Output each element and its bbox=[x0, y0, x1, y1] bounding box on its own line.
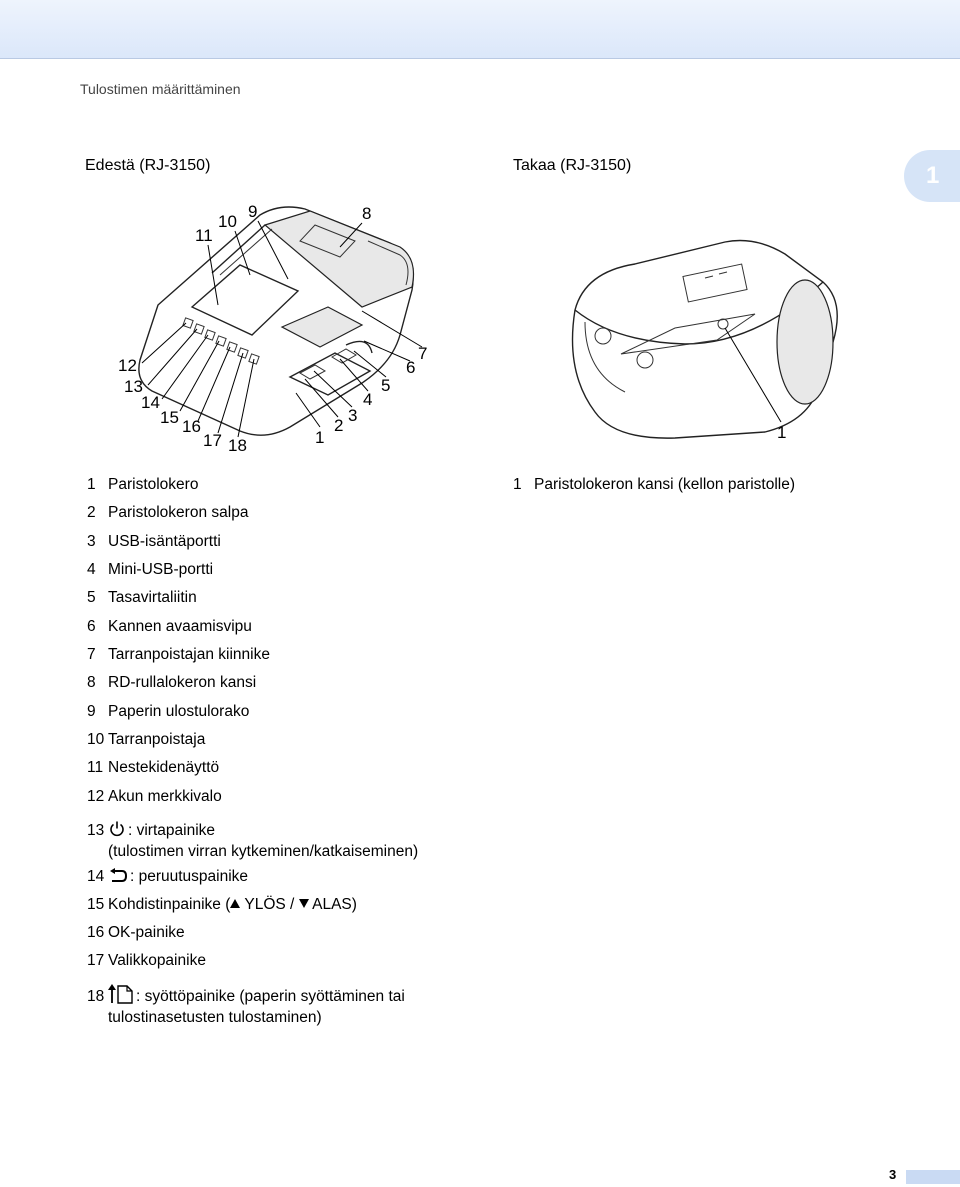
callout-9: 9 bbox=[248, 202, 258, 221]
back-callout-1: 1 bbox=[777, 423, 787, 442]
running-header: Tulostimen määrittäminen bbox=[80, 81, 241, 97]
part-item: 3 USB-isäntäportti bbox=[87, 533, 221, 550]
chapter-tab bbox=[904, 150, 960, 202]
chapter-number: 1 bbox=[926, 162, 940, 189]
callout-11: 11 bbox=[195, 226, 213, 245]
part-item: 2 Paristolokeron salpa bbox=[87, 504, 249, 521]
callout-6: 6 bbox=[406, 358, 416, 377]
down-triangle-icon bbox=[299, 899, 309, 908]
callout-1: 1 bbox=[315, 428, 325, 447]
callout-4: 4 bbox=[363, 390, 373, 409]
back-printer-illustration bbox=[555, 232, 855, 447]
callout-8: 8 bbox=[362, 204, 372, 223]
callout-3: 3 bbox=[348, 406, 358, 425]
power-icon bbox=[108, 820, 126, 843]
part-item: 14 : peruutuspainike bbox=[87, 868, 248, 889]
part-item: 13 : virtapainike (tulostimen virran kytkeminen/katkaiseminen) bbox=[87, 822, 419, 860]
part-item: 7 Tarranpoistajan kiinnike bbox=[87, 646, 270, 663]
part-item: 6 Kannen avaamisvipu bbox=[87, 618, 252, 635]
callout-7: 7 bbox=[418, 344, 428, 363]
callout-5: 5 bbox=[381, 376, 391, 395]
part-item: 4 Mini-USB-portti bbox=[87, 561, 214, 578]
part-item: 9 Paperin ulostulorako bbox=[87, 703, 250, 720]
part-item: 10 Tarranpoistaja bbox=[87, 731, 206, 748]
page-number: 3 bbox=[889, 1167, 897, 1182]
back-parts-list bbox=[513, 476, 795, 494]
callout-12: 12 bbox=[118, 356, 137, 375]
front-view-heading: Edestä (RJ-3150) bbox=[85, 157, 211, 174]
part-item: 18 : syöttöpainike (paperin syöttäminen tai tulostinasetusten tulostaminen) bbox=[87, 984, 405, 1027]
up-triangle-icon bbox=[230, 899, 240, 908]
page-number-bar bbox=[906, 1170, 960, 1184]
callout-14: 14 bbox=[141, 393, 160, 412]
callout-2: 2 bbox=[334, 416, 344, 435]
part-item: 8 RD-rullalokeron kansi bbox=[87, 674, 257, 691]
part-item: 1 Paristolokeron kansi (kellon paristolle) bbox=[513, 476, 796, 493]
part-item: 17 Valikkopainike bbox=[87, 952, 206, 969]
part-item: 15 Kohdistinpainike ( YLÖS / ALAS) bbox=[87, 896, 357, 913]
part-item: 11 Nestekidenäyttö bbox=[87, 759, 220, 776]
callout-13: 13 bbox=[124, 377, 143, 396]
callout-15: 15 bbox=[160, 408, 179, 427]
part-item: 1 Paristolokero bbox=[87, 476, 199, 493]
callout-10: 10 bbox=[218, 212, 237, 231]
return-arrow-icon bbox=[108, 868, 128, 889]
part-item: 12 Akun merkkivalo bbox=[87, 788, 222, 805]
callout-17: 17 bbox=[203, 431, 222, 450]
feed-icon bbox=[108, 984, 134, 1009]
callout-18: 18 bbox=[228, 436, 247, 455]
part-item: 5 Tasavirtaliitin bbox=[87, 589, 197, 606]
back-view-heading: Takaa (RJ-3150) bbox=[513, 157, 632, 174]
front-printer-illustration bbox=[100, 195, 460, 465]
callout-16: 16 bbox=[182, 417, 201, 436]
part-item: 16 OK-painike bbox=[87, 924, 185, 941]
top-band bbox=[0, 0, 960, 59]
